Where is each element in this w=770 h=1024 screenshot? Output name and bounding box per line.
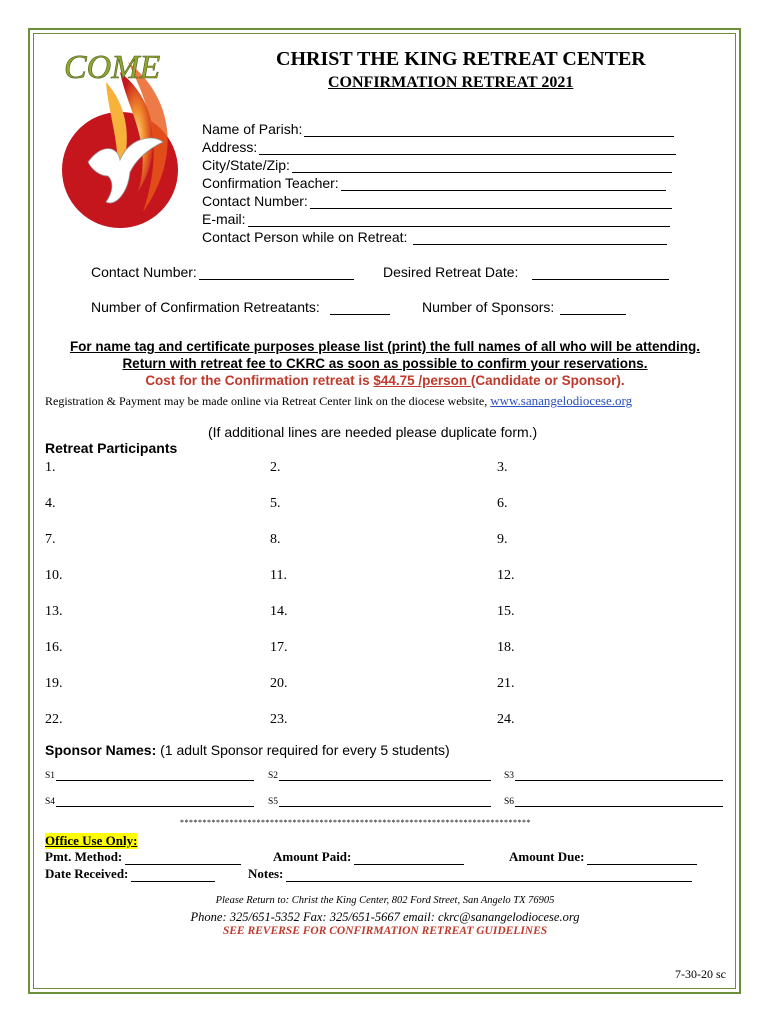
sponsor-label: S2	[268, 771, 279, 781]
sponsor-heading	[45, 742, 450, 758]
contact-number-label: Contact Number:	[202, 193, 308, 209]
amount-paid-label: Amount Paid:	[273, 849, 352, 864]
contact-number2-line[interactable]	[199, 268, 354, 280]
participant-number: 24.	[497, 712, 515, 727]
sponsor-label: S5	[268, 797, 279, 807]
pmt-method-label: Pmt. Method:	[45, 849, 123, 864]
desired-date-label: Desired Retreat Date:	[383, 264, 519, 280]
email-label: E-mail:	[202, 211, 246, 227]
email-field[interactable]	[202, 211, 670, 227]
num-sponsors-label: Number of Sponsors:	[422, 299, 555, 315]
teacher-label: Confirmation Teacher:	[202, 175, 339, 191]
pmt-method-line[interactable]	[125, 855, 241, 865]
notice-cost	[0, 373, 770, 388]
participant-number: 19.	[45, 676, 63, 691]
logo-text: COME	[64, 49, 161, 86]
city-line[interactable]	[292, 161, 672, 173]
participant-number: 3.	[497, 460, 508, 475]
pmt-method-field[interactable]	[45, 849, 241, 865]
sponsor-label: S4	[45, 797, 56, 807]
participant-number: 5.	[270, 496, 281, 511]
participant-number: 13.	[45, 604, 63, 619]
date-received-line[interactable]	[131, 872, 215, 882]
come-dove-logo	[58, 42, 198, 232]
participant-number: 17.	[270, 640, 288, 655]
contact-person-line[interactable]	[413, 233, 667, 245]
office-use-heading: Office Use Only:	[45, 833, 138, 848]
separator-stars: ******************************************************************************	[180, 818, 531, 827]
cost-price: $44.75 /person	[373, 373, 471, 388]
participant-number: 18.	[497, 640, 515, 655]
participant-number: 9.	[497, 532, 508, 547]
sponsor-field[interactable]	[504, 797, 723, 807]
participants-heading: Retreat Participants	[45, 440, 178, 456]
sponsor-field[interactable]	[268, 797, 491, 807]
address-line[interactable]	[259, 143, 676, 155]
desired-date-line[interactable]	[532, 268, 669, 280]
participant-number: 1.	[45, 460, 56, 475]
sponsor-field[interactable]	[504, 771, 723, 781]
contact-info: Phone: 325/651-5352 Fax: 325/651-5667 email: ckrc@sanangelodiocese.org	[190, 910, 580, 924]
registration-note	[45, 393, 632, 409]
participant-number: 16.	[45, 640, 63, 655]
sponsor-title: Sponsor Names:	[45, 742, 157, 758]
participant-number: 4.	[45, 496, 56, 511]
cost-prefix: Cost for the Confirmation retreat is	[145, 373, 374, 388]
notes-label: Notes:	[248, 866, 284, 881]
num-sponsors-field[interactable]	[422, 299, 626, 315]
contact-number-field[interactable]	[202, 193, 672, 209]
desired-date-field[interactable]	[383, 264, 669, 280]
parish-label: Name of Parish:	[202, 121, 303, 137]
sponsor-note: (1 adult Sponsor required for every 5 students)	[156, 742, 450, 758]
contact-person-label: Contact Person while on Retreat:	[202, 229, 408, 245]
sponsor-label: S6	[504, 797, 515, 807]
amount-due-line[interactable]	[587, 855, 697, 865]
teacher-line[interactable]	[341, 179, 666, 191]
city-label: City/State/Zip:	[202, 157, 290, 173]
num-retreatants-field[interactable]	[91, 299, 390, 315]
notice-print-names: For name tag and certificate purposes please list (print) the full names of all who will be attending.	[69, 339, 701, 354]
num-retreatants-line[interactable]	[330, 303, 390, 315]
num-sponsors-line[interactable]	[560, 303, 626, 315]
contact-number2-label: Contact Number:	[91, 264, 197, 280]
participant-number: 15.	[497, 604, 515, 619]
return-address: Please Return to: Christ the King Center, 802 Ford Street, San Angelo TX 76905	[215, 895, 555, 906]
parish-field[interactable]	[202, 121, 674, 137]
teacher-field[interactable]	[202, 175, 666, 191]
participant-number: 14.	[270, 604, 288, 619]
participant-number: 10.	[45, 568, 63, 583]
email-line[interactable]	[248, 215, 670, 227]
notes-line[interactable]	[286, 872, 692, 882]
participant-number: 8.	[270, 532, 281, 547]
participant-number: 2.	[270, 460, 281, 475]
sponsor-line[interactable]	[56, 799, 254, 807]
participant-number: 21.	[497, 676, 515, 691]
see-reverse-note: SEE REVERSE FOR CONFIRMATION RETREAT GUIDELINES	[222, 925, 548, 937]
amount-paid-line[interactable]	[354, 855, 464, 865]
contact-number2-field[interactable]	[91, 264, 354, 280]
participant-number: 7.	[45, 532, 56, 547]
participant-number: 12.	[497, 568, 515, 583]
address-field[interactable]	[202, 139, 676, 155]
cost-suffix: (Candidate or Sponsor).	[470, 373, 625, 388]
sponsor-line[interactable]	[515, 773, 723, 781]
sponsor-field[interactable]	[45, 771, 254, 781]
parish-line[interactable]	[304, 125, 674, 137]
address-label: Address:	[202, 139, 258, 155]
registration-text: Registration & Payment may be made online via Retreat Center link on the diocese website,	[45, 394, 491, 408]
page-title: CHRIST THE KING RETREAT CENTER	[276, 48, 646, 70]
sponsor-field[interactable]	[268, 771, 491, 781]
additional-lines-note: (If additional lines are needed please duplicate form.)	[208, 424, 538, 440]
amount-paid-field[interactable]	[273, 849, 464, 865]
notes-field[interactable]	[248, 866, 692, 882]
participant-number: 22.	[45, 712, 63, 727]
sponsor-label: S1	[45, 771, 56, 781]
sponsor-label: S3	[504, 771, 515, 781]
diocese-website-link[interactable]: www.sanangelodiocese.org	[490, 393, 633, 408]
sponsor-field[interactable]	[45, 797, 254, 807]
form-code: 7-30-20 sc	[675, 967, 726, 981]
notice-return-fee: Return with retreat fee to CKRC as soon as possible to confirm your reservations.	[122, 356, 648, 371]
sponsor-line[interactable]	[515, 799, 723, 807]
city-field[interactable]	[202, 157, 672, 173]
contact-person-field[interactable]	[202, 229, 667, 245]
sponsor-line[interactable]	[279, 773, 491, 781]
participant-number: 6.	[497, 496, 508, 511]
amount-due-label: Amount Due:	[509, 849, 585, 864]
sponsor-line[interactable]	[279, 799, 491, 807]
page-subtitle: CONFIRMATION RETREAT 2021	[328, 74, 574, 91]
participant-number: 11.	[270, 568, 287, 583]
participant-number: 20.	[270, 676, 288, 691]
participant-number: 23.	[270, 712, 288, 727]
amount-due-field[interactable]	[509, 849, 697, 865]
date-received-label: Date Received:	[45, 866, 129, 881]
contact-number-line[interactable]	[310, 197, 672, 209]
num-retreatants-label: Number of Confirmation Retreatants:	[91, 299, 320, 315]
sponsor-line[interactable]	[56, 773, 254, 781]
date-received-field[interactable]	[45, 866, 215, 882]
